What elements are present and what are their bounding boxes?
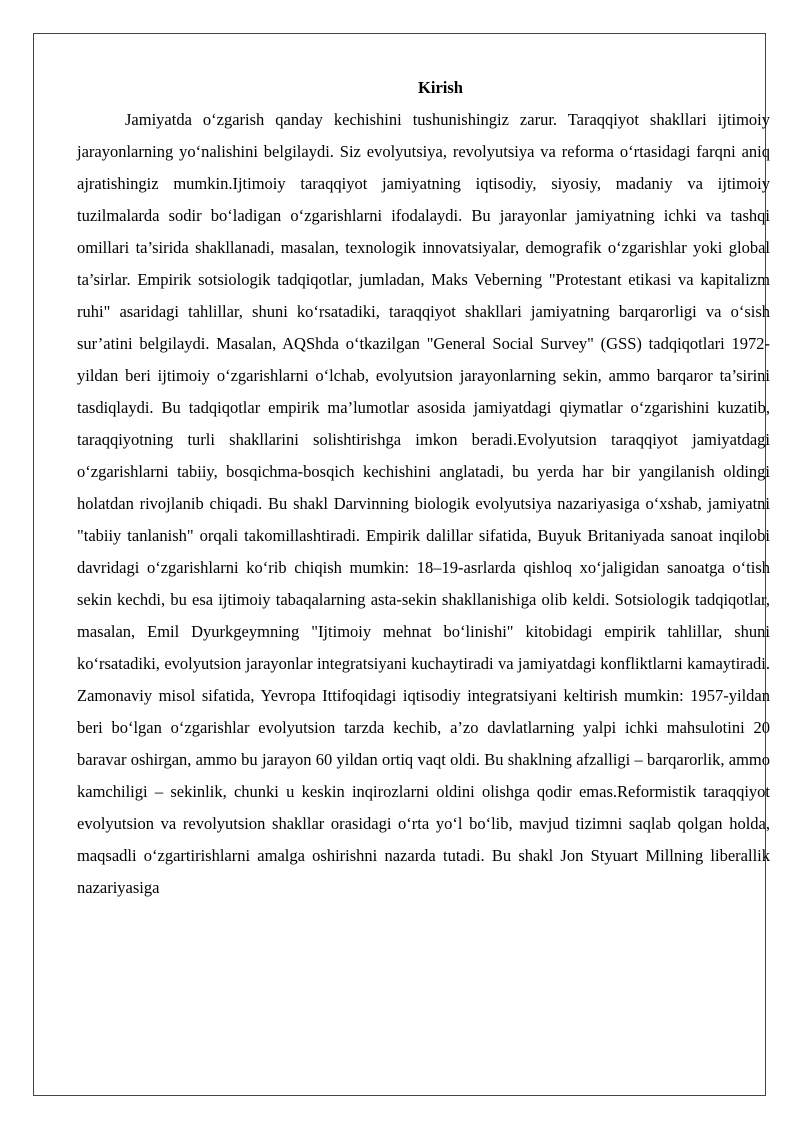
document-content [77,72,770,904]
document-heading: Kirish [418,78,463,97]
body-paragraph: Jamiyatda o‘zgarish qanday kechishini tushunishingiz zarur. Taraqqiyot shakllari ijtimoiy jarayonlarning yo‘nalishini belgilaydi. Siz evolyutsiya, revolyutsiya va reforma o‘rtasidagi farqni aniq ajratishingiz mumkin.Ijtimoiy taraqqiyot jamiyatning iqtisodiy, siyosiy, madaniy va ijtimoiy tuzilmalarda sodir bo‘ladigan o‘zgarishlarni ifodalaydi. Bu jarayonlar jamiyatning ichki va tashqi omillari ta’sirida shakllanadi, masalan, texnologik innovatsiyalar, demografik o‘zgarishlar yoki global ta’sirlar. Empirik sotsiologik tadqiqotlar, jumladan, Maks Veberning "Protestant etikasi va kapitalizm ruhi" asaridagi tahlillar, shuni ko‘rsatadiki, taraqqiyot shakllari jamiyatning barqarorligi va o‘sish sur’atini belgilaydi. Masalan, AQShda o‘tkazilgan "General Social Survey" (GSS) tadqiqotlari 1972-yildan beri ijtimoiy o‘zgarishlarni o‘lchab, evolyutsion jarayonlarning sekin, ammo barqaror ta’sirini tasdiqlaydi. Bu tadqiqotlar empirik ma’lumotlar asosida jamiyatdagi qiymatlar o‘zgarishini kuzatib, taraqqiyotning turli shakllarini solishtirishga imkon beradi.Evolyutsion taraqqiyot jamiyatdagi o‘zgarishlarni tabiiy, bosqichma-bosqich kechishini anglatadi, bu yerda har bir yangilanish oldingi holatdan rivojlanib chiqadi. Bu shakl Darvinning biologik evolyutsiya nazariyasiga o‘xshab, jamiyatni "tabiiy tanlanish" orqali takomillashtiradi. Empirik dalillar sifatida, Buyuk Britaniyada sanoat inqilobi davridagi o‘zgarishlarni ko‘rib chiqish mumkin: 18–19-asrlarda qishloq xo‘jaligidan sanoatga o‘tish sekin kechdi, bu esa ijtimoiy tabaqalarning asta-sekin shakllanishiga olib keldi. Sotsiologik tadqiqotlar, masalan, Emil Dyurkgeymning "Ijtimoiy mehnat bo‘linishi" kitobidagi empirik tahlillar, shuni ko‘rsatadiki, evolyutsion jarayonlar integratsiyani kuchaytiradi va jamiyatdagi konfliktlarni kamaytiradi. Zamonaviy misol sifatida, Yevropa Ittifoqidagi iqtisodiy integratsiyani keltirish mumkin: 1957-yildan beri bo‘lgan o‘zgarishlar evolyutsion tarzda kechib, a’zo davlatlarning yalpi ichki mahsulotini 20 baravar oshirgan, ammo bu jarayon 60 yildan ortiq vaqt oldi. Bu shaklning afzalligi – barqarorlik, ammo kamchiligi – sekinlik, chunki u keskin inqirozlarni oldini olishga qodir emas.Reformistik taraqqiyot evolyutsion va revolyutsion shakllar orasidagi o‘rta yo‘l bo‘lib, mavjud tizimni saqlab qolgan holda, maqsadli o‘zgartirishlarni amalga oshirishni nazarda tutadi. Bu shakl Jon Styuart Millning liberallik nazariyasiga [77,110,770,897]
